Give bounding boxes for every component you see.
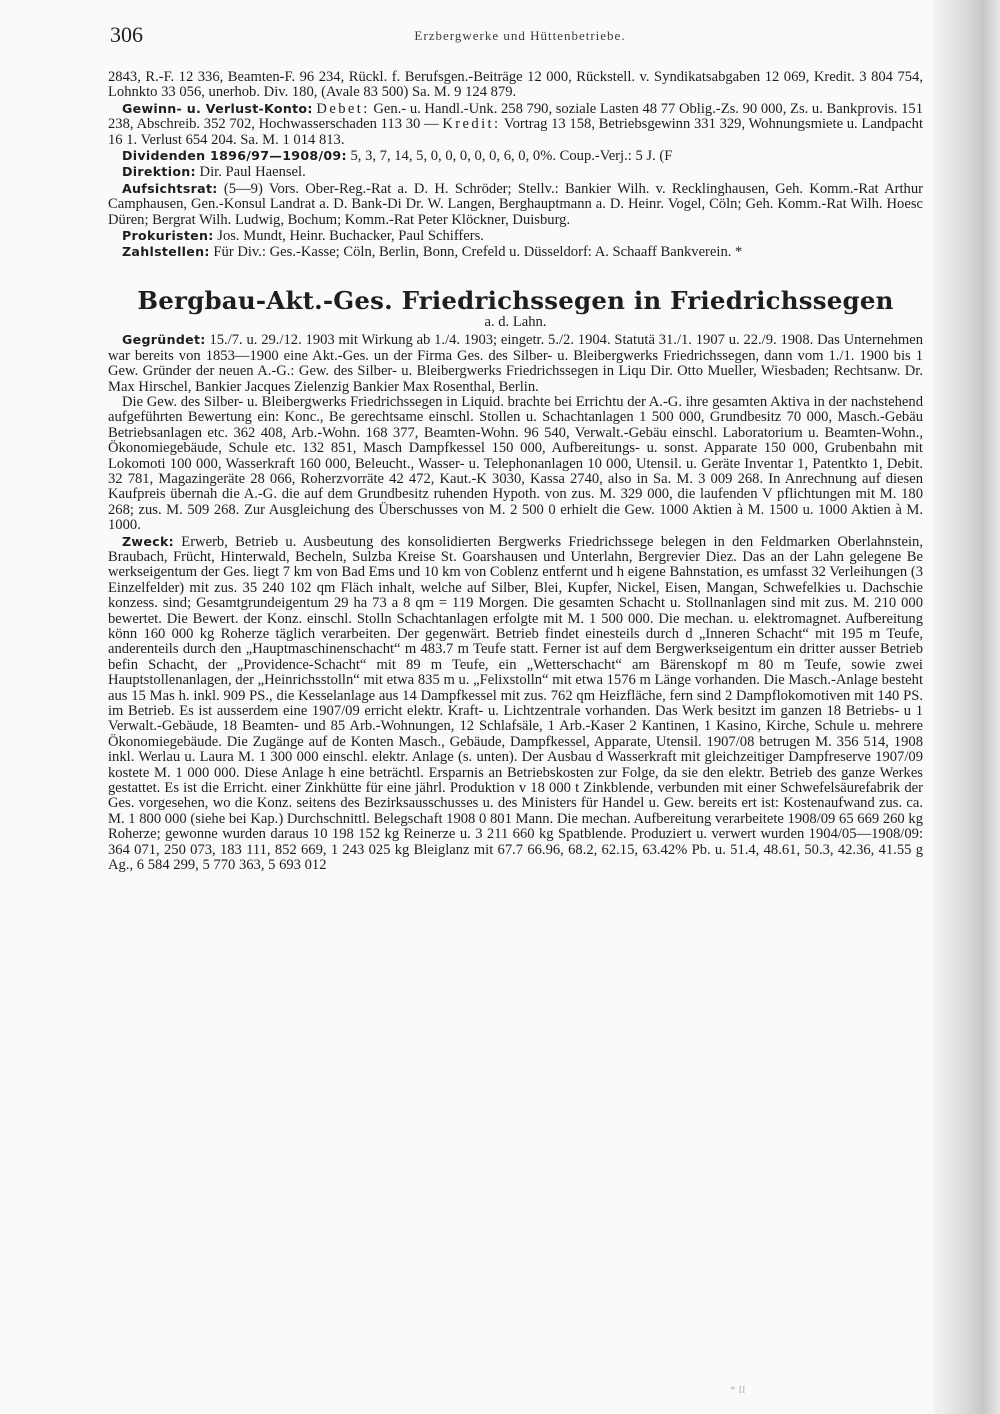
gv-kredit-label: Kredit: bbox=[442, 116, 501, 133]
direction-label: Direktion: bbox=[122, 164, 196, 180]
prev-entry-direction bbox=[108, 164, 923, 180]
gv-debet-text: Gen.- u. Handl.-Unk. 258 790, soziale Lasten 48 77 Oblig.-Zs. 90 000, Zs. u. Bankprovis. 151 238, Abschreib. 352 702, Hochwasserschaden 113 30 — bbox=[108, 100, 923, 133]
text-column bbox=[108, 70, 923, 874]
founded-text: 15./7. u. 29./12. 1903 mit Wirkung ab 1./4. 1903; eingetr. 5./2. 1904. Statutä 31./1. 1907 u. 22./9. 1908. Das Unternehmen war bereits von 1853—1900 eine Akt.-Ges. un der Firma Ges. des Silber- u. Bleibergwerks Friedrichssegen, dann vom 1./1. 1900 bis 1 Gew. Gründer der neuen A.-G.: Gew. des Silber- u. Bleibergwerks Friedrichssegen in Liqu Dir. Otto Mueller, Wiesbaden; Rechtsanw. Dr. Max Hirschel, Bankier Jacques Zielenzig Bankier Max Rosenthal, Berlin. bbox=[108, 332, 923, 395]
procurists-label: Prokuristen: bbox=[122, 228, 214, 244]
prev-entry-gv bbox=[108, 101, 923, 148]
gv-debet-label: Debet: bbox=[316, 100, 370, 117]
direction-text: Dir. Paul Haensel. bbox=[199, 164, 306, 181]
prev-entry-balance: 2843, R.-F. 12 336, Beamten-F. 96 234, Rückl. f. Berufsgen.-Beiträge 12 000, Rückstell. v. Syndikatsabgaben 12 069, Kredit. 3 804 754, Lohnkto 33 056, unerhob. Div. 180, (Avale 83 500) Sa. M. 9 124 879. bbox=[108, 69, 923, 101]
dividends-label: Dividenden 1896/97—1908/09: bbox=[122, 148, 347, 164]
gv-label: Gewinn- u. Verlust-Konto: bbox=[122, 100, 313, 116]
company-purpose bbox=[108, 534, 923, 874]
page-number: 306 bbox=[110, 22, 143, 47]
paying-agents-label: Zahlstellen: bbox=[122, 244, 210, 260]
book-spine-edge bbox=[938, 0, 1000, 1414]
paying-agents-text: Für Div.: Ges.-Kasse; Cöln, Berlin, Bonn, Crefeld u. Düsseldorf: A. Schaaff Bankverein. * bbox=[213, 244, 743, 261]
supervisory-board-text: (5—9) Vors. Ober-Reg.-Rat a. D. H. Schröder; Stellv.: Bankier Wilh. v. Recklinghausen, Geh. Komm.-Rat Arthur Camphausen, Gen.-Konsul Landrat a. D. Bank-Di Dr. W. Langen, Berghauptmann a. D. Heinr. Vogel, Cöln; Geh. Komm.-Rat Wilh. Hoesc Düren; Bergrat Wilh. Ludwig, Bochum; Komm.-Rat Peter Klöckner, Duisburg. bbox=[108, 180, 923, 228]
founded-label: Gegründet: bbox=[122, 332, 206, 348]
prev-entry-supervisory-board bbox=[108, 181, 923, 228]
company-title: Bergbau-Akt.-Ges. Friedrichssegen in Friedrichssegen bbox=[137, 285, 894, 315]
dividends-text: 5, 3, 7, 14, 5, 0, 0, 0, 0, 0, 6, 0, 0%. Coup.-Verj.: 5 J. (F bbox=[350, 148, 673, 165]
company-subtitle: a. d. Lahn. bbox=[484, 313, 547, 330]
company-founded bbox=[108, 332, 923, 395]
footer-mark: * II bbox=[730, 1384, 746, 1396]
company-assets-paragraph: Die Gew. des Silber- u. Bleibergwerks Friedrichssegen in Liquid. brachte bei Errichtu der A.-G. ihre gesamten Aktiva in der nachstehend aufgeführten Bewertung ein: Konc., Be gerechtsame einschl. Stollen u. Schachtanlagen 1 500 000, Grundbesitz 70 000, Masch.-Gebäu Betriebsanlagen etc. 362 408, Arb.-Wohn. 168 377, Beamten-Wohn. 96 540, Verwalt.-Gebäu einschl. Laboratorium u. Beamten-Wohn., Ökonomiegebäude, Schule etc. 132 851, Masch Dampfkessel 150 000, Aufbereitungs- u. sonst. Apparate 150 000, Grubenbahn mit Lokomoti 100 000, Wasserkraft 160 000, Beleucht., Wasser- u. Telephonanlagen 10 000, Utensil. u. Geräte Inventar 1, Patentkto 1, Debit. 32 781, Magazingeräte 28 066, Roherzvorräte 42 472, Kaut.-K 3030, Kassa 2740, also in Sa. M. 3 009 268. In Anrechnung auf diesen Kaufpreis übernah die A.-G. die auf dem Grundbesitz ruhenden Hypoth. von zus. M. 329 000, die laufenden V pflichtungen mit M. 180 268; zus. M. 509 268. Zur Ausgleichung des Überschusses von M. 2 500 0 erhielt die Gew. 1000 Aktien à M. 1500 u. 1000 Aktien à M. 1000. bbox=[108, 393, 923, 534]
running-title: Erzbergwerke und Hüttenbetriebe. bbox=[414, 28, 626, 43]
procurists-text: Jos. Mundt, Heinr. Buchacker, Paul Schiffers. bbox=[217, 228, 484, 245]
supervisory-board-label: Aufsichtsrat: bbox=[122, 180, 218, 196]
prev-entry-paying-agents bbox=[108, 244, 923, 260]
prev-entry-dividends bbox=[108, 148, 923, 164]
purpose-text: Erwerb, Betrieb u. Ausbeutung des konsolidierten Bergwerks Friedrichssege belegen in den Feldmarken Oberlahnstein, Braubach, Frücht, Hinterwald, Becheln, Sulzba Kreise St. Goarshausen und Unterlahn, Bergrevier Diez. Das an der Lahn gelegene Be werkseigentum der Ges. liegt 7 km von Bad Ems und 10 km von Coblenz entfernt und h eigene Bahnstation, es umfasst 32 Verleihungen (3 Einzelfelder) mit zus. 35 240 102 qm Fläch inhalt, welche auf Silber, Blei, Kupfer, Nickel, Eisen, Mangan, Schwefelkies u. Dachschie konzess. sind; Gesamtgrundeigentum 29 ha 73 a 8 qm = 119 Morgen. Die gesamten Schacht u. Stollnanlagen sind mit zus. M. 210 000 bewertet. Die Bewert. der Konz. einschl. Stolln Schachtanlagen erfolgte mit M. 1 500 000. Die mechan. u. elektromagnet. Aufbereitung könn 160 000 kg Roherze täglich verarbeiten. Der gegenwärt. Betrieb findet einesteils durch d „Inneren Schacht“ mit 195 m Teufe, anderenteils durch den „Hauptmaschinenschacht“ m 483.7 m Teufe statt. Ferner ist auf dem Bergwerkseigentum ein dritter ausser Betrieb befin Schacht, der „Providence-Schacht“ mit 89 m Teufe, ein „Wetterschacht“ am Bärenskopf m 80 m Teufe, sowie zwei Hauptstollenanlagen, der „Heinrichsstolln“ mit etwa 835 m u. „Felixstolln“ mit etwa 1576 m Länge vorhanden. Die Masch.-Anlage besteht aus 15 Mas h. inkl. 909 PS., die Kesselanlage aus 14 Dampfkessel mit zus. 762 qm Heizfläche, fern sind 2 Dampflokomotiven mit 140 PS. im Betrieb. Es ist ausserdem eine 1907/09 erricht elektr. Kraft- u. Lichtzentrale vorhanden. Das Werk besitzt im ganzen 18 Betriebs- u 1 Verwalt.-Gebäude, 18 Beamten- und 85 Arb.-Wohnungen, 12 Schlafsäle, 1 Arb.-Kaser 2 Kantinen, 1 Kasino, Kirche, Schule u. mehrere Ökonomiegebäude. Die Zugänge auf de Konten Masch., Gebäude, Dampfkessel, Apparate, Utensil. 1907/08 betrugen M. 356 514, 1908 inkl. Werlau u. Laura M. 1 300 000 einschl. elektr. Anlage (s. unten). Der Ausbau d Wasserkraft mit gleichzeitiger Dampfreserve 1907/09 kostete M. 1 000 000. Diese Anlage h eine beträchtl. Ersparnis an Betriebskosten zur Folge, da sie den elektr. Betrieb des ganze Werkes gestattet. Es ist die Erricht. einer Zinkhütte für eine jährl. Produktion v 18 000 t Zinkblende, verbunden mit einer Schwefelsäurefabrik der Ges. vorgesehen, wo die Konz. seitens des Bezirksausschusses u. des Ministers für Handel u. Gew. bereits ert ist: Kostenaufwand zus. ca. M. 1 800 000 (siehe bei Kap.) Durchschnittl. Belegschaft 1908 0 801 Mann. Die mechan. Aufbereitung verarbeitete 1908/09 65 669 260 kg Roherze; gewonne wurden daraus 10 198 152 kg Reinerze u. 3 211 660 kg Spatblende. Produziert u. verwert wurden 1904/05—1908/09: 364 071, 250 073, 183 111, 852 669, 1 243 025 kg Bleiglanz mit 67.7 66.96, 68.2, 62.15, 63.42% Pb. u. 51.4, 48.61, 50.3, 42.36, 41.55 g Ag., 6 584 299, 5 770 363, 5 693 012 bbox=[108, 533, 923, 874]
prev-entry-procurists bbox=[108, 228, 923, 244]
gv-kredit-text: Vortrag 13 158, Betriebsgewinn 331 329, Wohnungsmiete u. Landpacht 16 1. Verlust 654 204. Sa. M. 1 014 813. bbox=[108, 116, 923, 148]
purpose-label: Zweck: bbox=[122, 533, 174, 549]
page-header bbox=[110, 22, 930, 52]
